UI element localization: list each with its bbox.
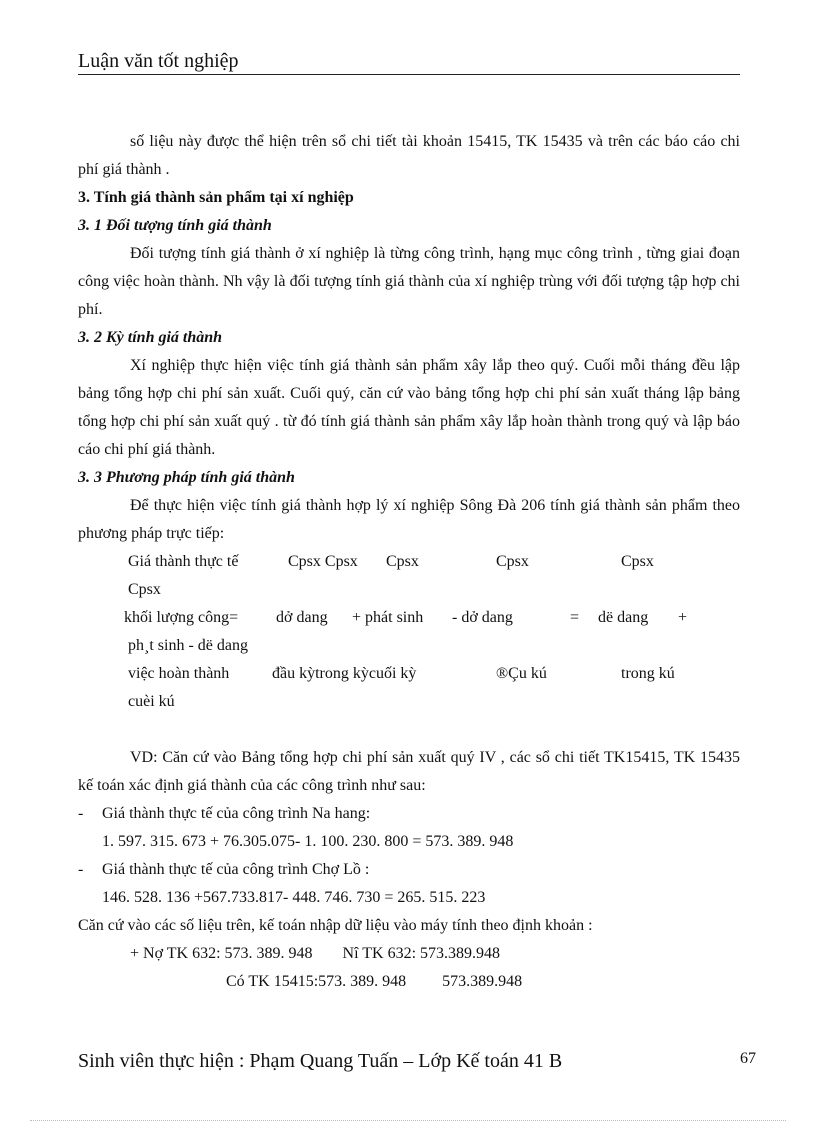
journal-entry-debit	[78, 940, 740, 968]
bullet-cho-lo	[78, 856, 740, 884]
formula-cell: Cpsx	[621, 553, 654, 570]
entry-credit-a: Có TK 15415:573. 389. 948	[226, 973, 407, 990]
subsection-heading-3-3: 3. 3 Phương pháp tính giá thành	[78, 469, 295, 486]
formula-cell: khối lượng công=	[124, 609, 239, 626]
paragraph-entry-intro: Căn cứ vào các số liệu trên, kế toán nhập dữ liệu vào máy tính theo định khoản :	[78, 917, 593, 934]
page-header	[78, 48, 740, 75]
subsection-heading-3-2: 3. 2 Kỳ tính giá thành	[78, 329, 223, 346]
subsection-heading-3-1: 3. 1 Đối tượng tính giá thành	[78, 217, 272, 234]
entry-credit-b: 573.389.948	[442, 973, 523, 990]
header-title: Luận văn tốt nghiệp	[78, 50, 239, 72]
document-body	[78, 128, 740, 996]
bullet-na-hang	[78, 800, 740, 828]
formula-cell: Cpsx	[386, 553, 419, 570]
bullet-dash: -	[78, 805, 84, 822]
bullet-label: Giá thành thực tế của công trình Chợ Lồ :	[102, 861, 370, 878]
bullet-label: Giá thành thực tế của công trình Na hang:	[102, 805, 371, 822]
formula-row-1	[78, 548, 740, 576]
formula-cell: +	[678, 609, 688, 626]
formula-cell: Cpsx	[496, 553, 529, 570]
formula-row-2	[78, 604, 740, 632]
formula-cell: đầu kỳtrong kỳcuối kỳ	[272, 665, 417, 682]
paragraph-example: VD: Căn cứ vào Bảng tổng hợp chi phí sản xuất quý IV , các sổ chi tiết TK15415, TK 15435 kế toán xác định giá thành của các công trình như sau:	[78, 749, 740, 794]
formula-cell: dë dang	[598, 609, 649, 626]
formula-cell: ®Çu kú	[496, 665, 547, 682]
formula-row-1b: Cpsx	[128, 581, 161, 598]
calc-na-hang: 1. 597. 315. 673 + 76.305.075- 1. 100. 230. 800 = 573. 389. 948	[102, 833, 514, 850]
paragraph-3-1: Đối tượng tính giá thành ở xí nghiệp là từng công trình, hạng mục công trình , từng giai đoạn công việc hoàn thành. Nh vậy là đối tượng tính giá thành của xí nghiệp trùng với đối tượng tập hợp chi phí.	[78, 245, 740, 318]
journal-entry-credit	[78, 968, 740, 996]
formula-cell: =	[570, 609, 580, 626]
entry-debit-b: Nî TK 632: 573.389.948	[342, 945, 501, 962]
formula-cell: việc hoàn thành	[128, 665, 230, 682]
paragraph-intro: số liệu này được thể hiện trên sổ chi tiết tài khoản 15415, TK 15435 và trên các báo cáo chi phí giá thành .	[78, 133, 740, 178]
page-number: 67	[740, 1050, 756, 1067]
spacer	[78, 716, 740, 744]
formula-cell: Giá thành thực tế	[128, 553, 239, 570]
paragraph-3-3: Để thực hiện việc tính giá thành hợp lý xí nghiệp Sông Đà 206 tính giá thành sản phẩm theo phương pháp trực tiếp:	[78, 497, 740, 542]
formula-cell: - dở dang	[452, 609, 513, 626]
formula-row-2b: ph¸t sinh - dë dang	[128, 637, 248, 654]
formula-row-3	[78, 660, 740, 688]
calc-cho-lo: 146. 528. 136 +567.733.817- 448. 746. 730 = 265. 515. 223	[102, 889, 486, 906]
footer-text: Sinh viên thực hiện : Phạm Quang Tuấn – Lớp Kế toán 41 B	[78, 1050, 563, 1072]
entry-debit-a: + Nợ TK 632: 573. 389. 948	[130, 945, 313, 962]
formula-cell: Cpsx Cpsx	[288, 553, 358, 570]
formula-row-3b: cuèi kú	[128, 693, 175, 710]
formula-cell: dở dang	[276, 609, 328, 626]
formula-cell: trong kú	[621, 665, 675, 682]
paragraph-3-2: Xí nghiệp thực hiện việc tính giá thành sản phẩm xây lắp theo quý. Cuối mỗi tháng đều lập bảng tổng hợp chi phí sản xuất. Cuối quý, căn cứ vào bảng tổng hợp chi phí sản xuất tháng lập bảng tổng hợp chi phí sản xuất quý . từ đó tính giá thành sản phẩm xây lắp hoàn thành trong quý và lập báo cáo chi phí giá thành.	[78, 357, 740, 458]
page-footer	[78, 1048, 740, 1074]
page-bottom-divider	[30, 1120, 786, 1121]
section-heading-3: 3. Tính giá thành sản phẩm tại xí nghiệp	[78, 189, 354, 206]
bullet-dash: -	[78, 861, 84, 878]
formula-cell: + phát sinh	[352, 609, 424, 626]
